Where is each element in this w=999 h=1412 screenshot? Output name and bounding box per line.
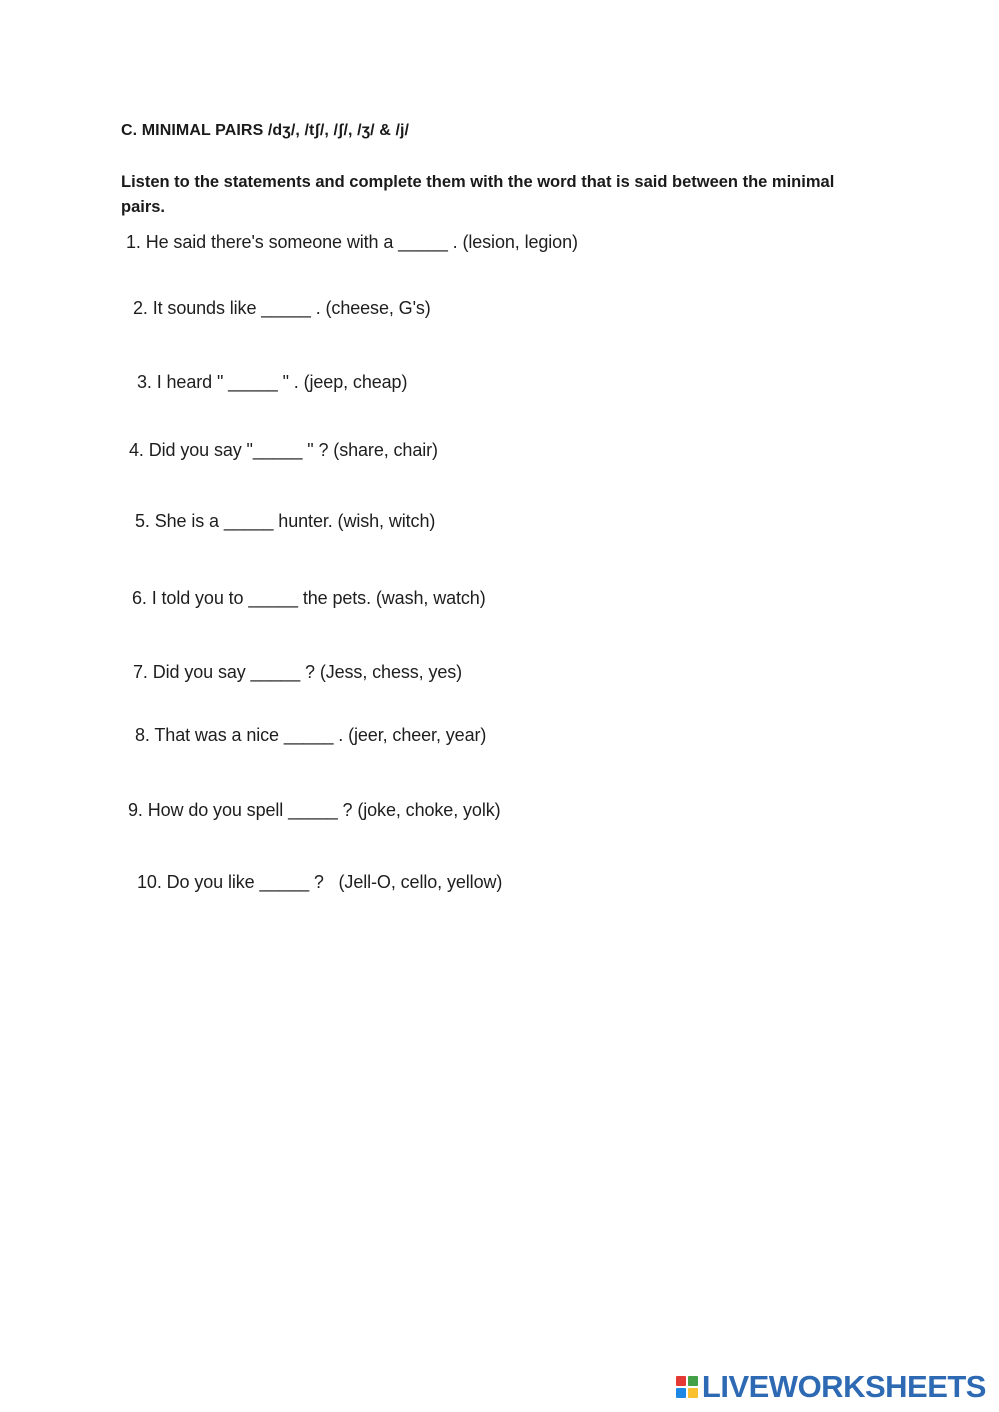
logo-text: LIVEWORKSHEETS [701,1369,986,1404]
logo-block [688,1376,698,1386]
exercise-item-1: 1. He said there's someone with a _____ . (lesion, legion) [126,232,578,252]
exercise-item-4: 4. Did you say "_____ " ? (share, chair) [129,440,438,460]
exercise-item-10: 10. Do you like _____ ? (Jell-O, cello, yellow) [137,872,503,892]
exercise-item-9: 9. How do you spell _____ ? (joke, choke, yolk) [128,800,501,820]
exercise-item-7: 7. Did you say _____ ? (Jess, chess, yes) [133,662,463,682]
logo-block [676,1388,686,1398]
instructions-text: Listen to the statements and complete them with the word that is said between the minimal pairs. [121,173,835,216]
exercise-item-5: 5. She is a _____ hunter. (wish, witch) [135,511,436,531]
exercise-item-3: 3. I heard " _____ " . (jeep, cheap) [137,372,408,392]
logo-block [688,1388,698,1398]
exercise-item-8: 8. That was a nice _____ . (jeer, cheer, year) [135,725,487,745]
exercise-item-6: 6. I told you to _____ the pets. (wash, watch) [132,588,486,608]
logo-blocks-icon [676,1376,698,1398]
exercise-item-2: 2. It sounds like _____ . (cheese, G's) [133,298,431,318]
logo-block [676,1376,686,1386]
liveworksheets-logo [676,1371,986,1402]
section-heading: C. MINIMAL PAIRS /dʒ/, /tʃ/, /ʃ/, /ʒ/ & /j/ [121,122,410,139]
